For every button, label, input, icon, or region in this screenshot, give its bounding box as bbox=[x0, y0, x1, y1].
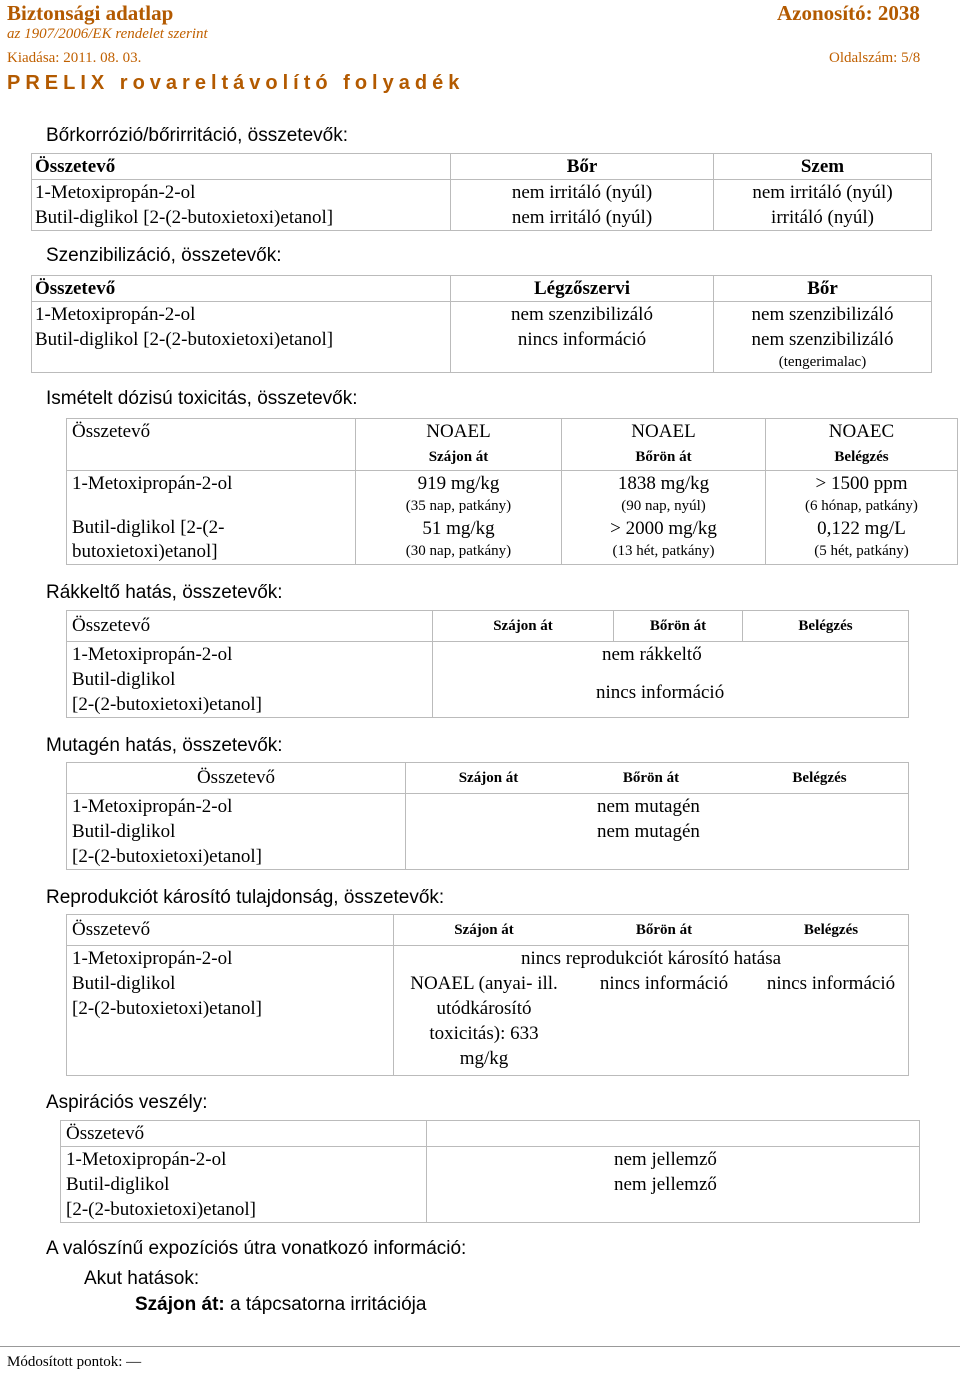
table-cell: Butil-diglikol bbox=[72, 669, 176, 690]
product-name: PRELIX rovareltávolító folyadék bbox=[7, 72, 465, 94]
repeat-section-title: Ismételt dózisú toxicitás, összetevők: bbox=[46, 388, 358, 409]
table-cell: 1-Metoxipropán-2-ol bbox=[66, 1149, 227, 1170]
table-cell: > 1500 ppm bbox=[815, 473, 908, 494]
table-header: Bőr bbox=[714, 276, 932, 302]
table-cell: 919 mg/kg bbox=[417, 473, 500, 494]
mut-section-title: Mutagén hatás, összetevők: bbox=[46, 735, 283, 756]
table-note: (6 hónap, patkány) bbox=[805, 498, 918, 514]
table-header: Szájon át bbox=[433, 611, 614, 642]
table-cell: Butil-diglikol bbox=[72, 821, 176, 842]
table-cell: > 2000 mg/kg bbox=[610, 518, 717, 539]
page-number: Oldalszám: 5/8 bbox=[829, 50, 921, 66]
table-cell: [2-(2-butoxietoxi)etanol] bbox=[72, 998, 262, 1019]
table-cell: [2-(2-butoxietoxi)etanol] bbox=[72, 694, 262, 715]
table-cell: nincs információ bbox=[766, 973, 896, 994]
table-cell: 1-Metoxipropán-2-ol bbox=[67, 642, 433, 668]
table-header: Bőrön át bbox=[571, 763, 731, 794]
table-cell: irritáló (nyúl) bbox=[714, 205, 932, 231]
repro-section-title: Reprodukciót károsító tulajdonság, összetevők: bbox=[46, 887, 445, 908]
document-id: Azonosító: 2038 bbox=[777, 1, 920, 25]
table-header: Összetevő bbox=[32, 154, 451, 180]
oral-exposure-label: Szájon át: bbox=[135, 1294, 225, 1315]
asp-section-title: Aspirációs veszély: bbox=[46, 1092, 208, 1113]
table-note: (35 nap, patkány) bbox=[405, 498, 512, 514]
table-note: (30 nap, patkány) bbox=[405, 543, 512, 559]
carc-section-title: Rákkeltő hatás, összetevők: bbox=[46, 582, 283, 603]
table-cell: nem irritáló (nyúl) bbox=[451, 205, 714, 231]
skin-table bbox=[31, 153, 932, 231]
table-header: Összetevő bbox=[67, 611, 433, 642]
table-cell: nem szenzibilizáló bbox=[714, 302, 932, 328]
table-header: Összetevő bbox=[32, 276, 451, 302]
table-cell: nem mutagén bbox=[597, 796, 700, 817]
table-subheader: Bőrön át bbox=[562, 444, 766, 471]
table-cell: nem jellemző bbox=[614, 1149, 717, 1170]
table-cell: nem rákkeltő bbox=[602, 644, 702, 665]
mut-table bbox=[66, 762, 909, 870]
exposure-section-title: A valószínű expozíciós útra vonatkozó információ: bbox=[46, 1238, 467, 1259]
footer-divider bbox=[0, 1346, 960, 1347]
table-note: (90 nap, nyúl) bbox=[621, 498, 706, 514]
table-cell: Butil-diglikol bbox=[72, 973, 176, 994]
table-cell: NOAEL (anyai- ill. utódkárosító toxicitás): 633 mg/kg bbox=[410, 973, 558, 1069]
table-header: Légzőszervi bbox=[451, 276, 714, 302]
table-header: Összetevő bbox=[67, 915, 394, 946]
regulation-reference: az 1907/2006/EK rendelet szerint bbox=[7, 26, 208, 42]
skin-section-title: Bőrkorrózió/bőrirritáció, összetevők: bbox=[46, 125, 348, 146]
table-cell: nem mutagén bbox=[597, 821, 700, 842]
table-header: Összetevő bbox=[67, 419, 356, 445]
table-cell: Butil-diglikol [2-(2-butoxietoxi)etanol] bbox=[67, 516, 356, 565]
oral-exposure-text: a tápcsatorna irritációja bbox=[224, 1294, 427, 1315]
table-cell: [2-(2-butoxietoxi)etanol] bbox=[66, 1199, 256, 1220]
oral-exposure bbox=[135, 1294, 426, 1316]
carc-table bbox=[66, 610, 909, 718]
table-cell: nem irritáló (nyúl) bbox=[451, 180, 714, 206]
table-cell: 51 mg/kg bbox=[422, 518, 495, 539]
table-cell: 1-Metoxipropán-2-ol bbox=[67, 471, 356, 517]
sens-table bbox=[31, 275, 932, 373]
table-header: Összetevő bbox=[67, 763, 406, 794]
table-cell: nincs információ bbox=[596, 681, 725, 703]
table-note: (tengerimalac) bbox=[778, 354, 867, 370]
table-header: Belégzés bbox=[731, 763, 909, 794]
table-subheader: Szájon át bbox=[356, 444, 562, 471]
table-cell: nem szenzibilizáló bbox=[751, 329, 894, 350]
table-cell: [2-(2-butoxietoxi)etanol] bbox=[72, 846, 262, 867]
repeat-table bbox=[66, 418, 958, 565]
table-header: Szem bbox=[714, 154, 932, 180]
table-header: Bőr bbox=[451, 154, 714, 180]
table-header: NOAEL bbox=[562, 419, 766, 445]
acute-effects-label: Akut hatások: bbox=[84, 1268, 200, 1289]
issue-date: Kiadása: 2011. 08. 03. bbox=[7, 50, 142, 66]
sens-section-title: Szenzibilizáció, összetevők: bbox=[46, 245, 282, 266]
table-cell: 1-Metoxipropán-2-ol bbox=[32, 302, 451, 328]
repro-table bbox=[66, 914, 909, 1076]
table-header: Belégzés bbox=[754, 915, 909, 946]
table-cell: 1838 mg/kg bbox=[617, 473, 710, 494]
table-cell: Butil-diglikol [2-(2-butoxietoxi)etanol] bbox=[32, 327, 451, 373]
table-cell: 0,122 mg/L bbox=[817, 518, 906, 539]
table-header: Szájon át bbox=[394, 915, 575, 946]
asp-table bbox=[60, 1120, 920, 1223]
table-cell: nincs reprodukciót károsító hatása bbox=[520, 948, 782, 969]
table-header: Szájon át bbox=[406, 763, 572, 794]
table-header: Összetevő bbox=[61, 1121, 427, 1147]
table-cell: nem szenzibilizáló bbox=[451, 302, 714, 328]
table-subheader: Belégzés bbox=[766, 444, 958, 471]
document-title: Biztonsági adatlap bbox=[7, 1, 174, 25]
table-cell: nem irritáló (nyúl) bbox=[714, 180, 932, 206]
table-header: Bőrön át bbox=[614, 611, 743, 642]
table-cell: 1-Metoxipropán-2-ol bbox=[72, 796, 233, 817]
table-header: NOAEC bbox=[828, 421, 895, 442]
table-header: Belégzés bbox=[743, 611, 909, 642]
table-cell: nincs információ bbox=[599, 973, 729, 994]
table-note: (13 hét, patkány) bbox=[612, 543, 715, 559]
table-header: Bőrön át bbox=[574, 915, 754, 946]
footer-modified: Módosított pontok: — bbox=[7, 1354, 142, 1370]
table-cell: Butil-diglikol [2-(2-butoxietoxi)etanol] bbox=[32, 205, 451, 231]
table-cell: 1-Metoxipropán-2-ol bbox=[32, 180, 451, 206]
table-cell: nem jellemző bbox=[614, 1174, 717, 1195]
table-cell: Butil-diglikol bbox=[66, 1174, 170, 1195]
table-header: NOAEL bbox=[356, 419, 562, 445]
table-note: (5 hét, patkány) bbox=[814, 543, 909, 559]
table-cell: 1-Metoxipropán-2-ol bbox=[67, 946, 394, 972]
table-cell: nincs információ bbox=[451, 327, 714, 373]
